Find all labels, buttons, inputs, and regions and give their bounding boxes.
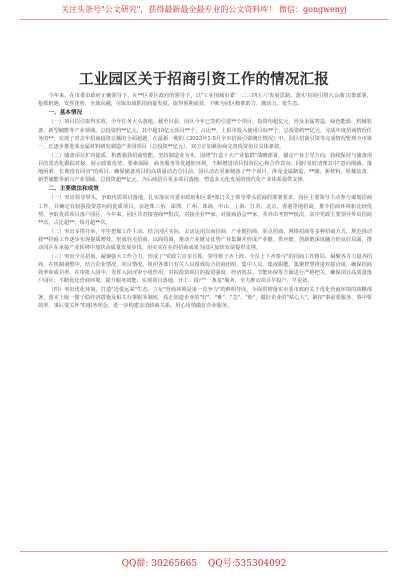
footer-divider	[20, 551, 388, 552]
promo-banner: 关注头条号"公文研究"，获得最新最全最专业的公文资料库！ 微信：gongwenyj	[61, 5, 347, 14]
paragraph-intro: 今年来，在市委市政府正确领导下，在**区委区政府的领导下，以"工业围城市委'一二三四五六'发展思路，落实'招商引资大会战'决策部署，抢抓机遇，发挥优势，全域东融，尽锐出战抓招商促发展，取得预期成效，不断为园区精准助力、激活力、优生态。	[38, 93, 372, 108]
footer-qq-number: QQ号:535304092	[208, 559, 287, 569]
paragraph-environment: （四）突出优化环境，打造"近悦远来"生态。立足"营商环境是第一竞争力"的鲜明导向，全面贯彻落实市委市政府关于优化营商环境的战略部署，落实上级一揽子稳经济措施及相关办事服务制度，真正知道企业的"好"、"难"、"急"、"盼"，做好企业的"贴心人"。紧扣"事前要服务、事中要效率、事后要关怀"的服务理念，进一步构建亲清政商关系，用心用情做好企业服务。	[38, 287, 372, 310]
document-body	[38, 92, 372, 547]
document-title: 工业园区关于招商引资工作的情况汇报	[79, 72, 329, 88]
paragraph-project-results: （一）项目招引取得实效，全年任务大头落地。截至目前，园区今年已签约引进**个项目，投资均超亿元，涉及金属智造、绿色能源、机械装备、新型储能等产业领域，总投资约**亿元，其中超10亿元项目**个，占比**，上报市投入使用目标**个，总投资约**亿元，完成年度招商情况任务的**；实现了对去年招商投资总额的全面超越，在最新一期的《2023年1-5月全市招商引资统计情况》中，园区招商引资等完成情况暂列全市第一，正逐步推进某金属材料研发制造产业园项目（总投资**亿元），双方正加紧协商完善投资协议具体条款。	[38, 119, 372, 150]
footer-contact	[0, 556, 408, 569]
paragraph-project-reserve: （二）储备项目扩容提质，积蓄强劲招商势能。坚持制造业为本，围绕"打造十大产业集群"战略部署，锚定产业主导方向，持续保持与储备项目的常态化跟踪对接，展示政策优势、要素保障、商务服务等优越软环境，不断增进项目投资信心和合作意向；同时及时清理其中"意向削减、落地困难、长期没有回应"的项目，确保储备项目的高质量动态分目前，园区动态更新储备了**个项目，涉及金属制造、**储、新材料、机械装备、新型储能等新兴产业领域，总投资超**亿元，为后续招引更多项目落地、塑造多元化发展的现代化产业体系提供支撑。	[38, 152, 372, 184]
section-heading-practices: 二、主要做法和成效	[48, 185, 99, 192]
section-heading-basic: 一、基本情况	[48, 109, 83, 116]
paragraph-leadership: （一）突出领导带头，争取优质项目落地。扎实落实市委市政府和区委*部门关于领导带头招商的部署要求，园区主要领导主动参与谋划招商工作，并确定有较强投资意向的优质项目，亲赴珠三角、深圳、广州、珠海、中山、上海、江苏、北京、香港等地招商，推介招商环境和比较优势，争取优质项目落户园区，今年来，园区共对接客商**批次，对接企业**家，对接商协会**家，共外出考察**批次，其中党政主要领导外出招商**次，占比超**，每月超**次。	[38, 195, 372, 226]
paragraph-multiple-measures: （二）突出多措并举，牢牢把握工作主动。结合园区实际，灵活运用以商招商、产业链招商、驻点招商、网络招商等多种招商方式，规范推动我**招商工作逐步实现提质增效，形成驻点招商、以商招商，推动产业链及优势产业集聚并形成产业链、供应链、创新链深度融合的良好局面，推动园区在承接产业转移中加快高质量发展步伐，用实实在在的招商成果为园区加快发展提供支撑。	[38, 228, 372, 252]
footer-qq-group: QQ群: 30265665	[121, 559, 198, 569]
banner-divider	[20, 19, 388, 20]
paragraph-all-staff: （三）突出全员招商，凝聚强大工作合力。形成了"党政主官亲自抓、领导班子齐上阵、全员上下齐参与"的招商工作格局，凝聚各方力量齐招商。在机制调整中，结合企业情况、项目情况，组织各部门有关人员组成综合招商团组，集中人员、集成职能、集聚智慧推进对接洽谈，确保招商效率和成功率。在审批入园中，发挥入园评审小组作用，对拟投资项目的投资强度、经济效益、节能环保等方面进行严格把关，确保项目高质量落户园区，不断优化营商环境，提升服务效能，实现项目落地、开工、投产"一条龙"服务，全力推动项目早投产、早见效。	[38, 253, 372, 285]
